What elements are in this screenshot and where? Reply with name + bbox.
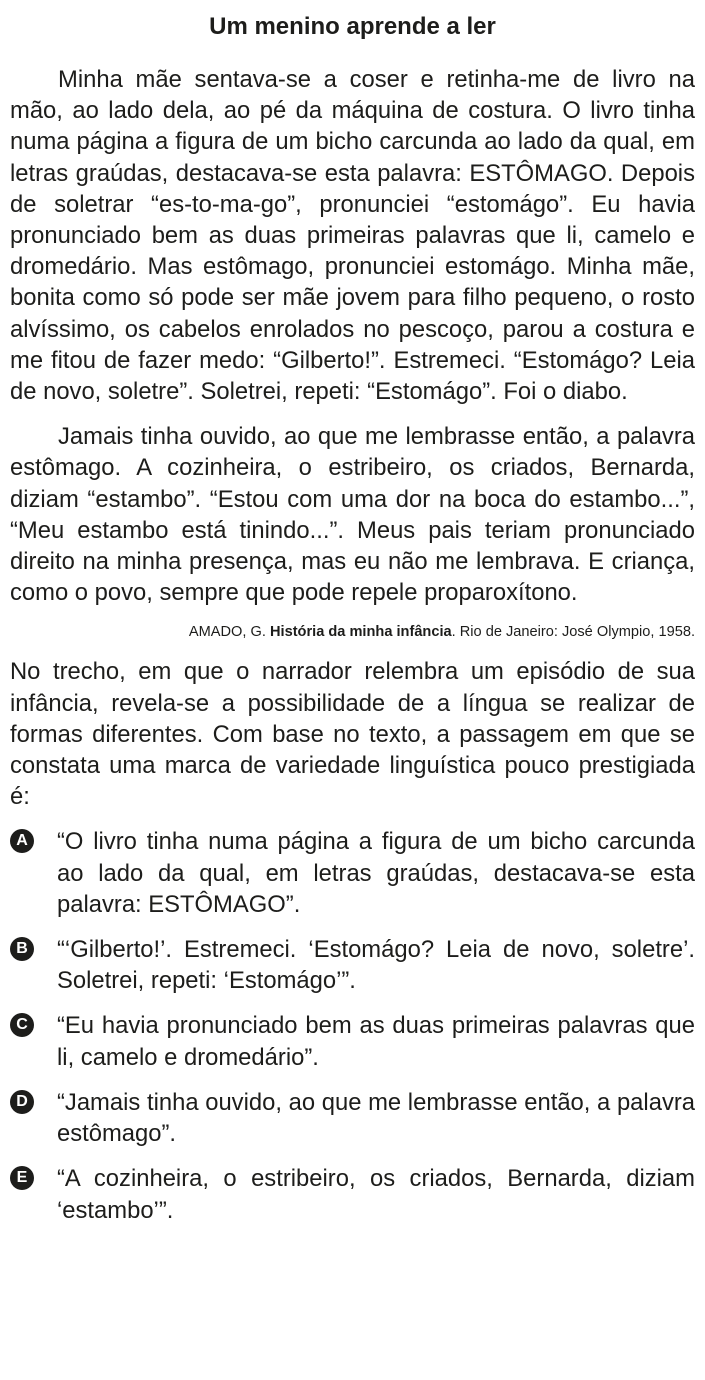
option-text-e: “A cozinheira, o estribeiro, os criados, Bernarda, diziam ‘estambo’”. (57, 1165, 695, 1224)
option-text-b: “‘Gilberto!’. Estremeci. ‘Estomágo? Leia de novo, soletre’. Soletrei, repeti: ‘Estomágo’”. (57, 936, 695, 995)
passage (10, 64, 695, 608)
passage-paragraph-2: Jamais tinha ouvido, ao que me lembrasse então, a palavra estômago. A cozinheira, o estribeiro, os criados, Bernarda, diziam “estambo”. “Estou com uma dor na boca do estambo...”, “Meu estambo está tinindo...”. Meus pais teriam pronunciado direito na minha presença, mas eu não me lembrava. E criança, como o povo, sempre que pode repele proparoxítono. (10, 423, 695, 607)
option-text-d: “Jamais tinha ouvido, ao que me lembrasse então, a palavra estômago”. (57, 1088, 695, 1148)
option-letter-c: C (10, 1013, 34, 1037)
source-book-title: História da minha infância (269, 624, 452, 641)
answer-options (10, 826, 695, 1225)
option-text-a: “O livro tinha numa página a figura de um bicho carcunda ao lado da qual, em letras graúdas, destacava-se esta palavra: ESTÔMAGO”. (57, 828, 695, 918)
source-citation (10, 622, 695, 642)
option-b[interactable] (10, 934, 695, 996)
option-d[interactable] (10, 1087, 695, 1149)
option-letter-a: A (10, 829, 34, 853)
source-publication: . Rio de Janeiro: José Olympio, 1958. (451, 624, 695, 641)
option-c[interactable] (10, 1010, 695, 1072)
passage-paragraph-1: Minha mãe sentava-se a coser e retinha-me de livro na mão, ao lado dela, ao pé da máquina de costura. O livro tinha numa página a figura de um bicho carcunda ao lado da qual, em letras graúdas, destacava-se esta palavra: ESTÔMAGO. Depois de soletrar “es-to-ma-go”, pronunciei “estomágo”. Eu havia pronunciado bem as duas primeiras palavras que li, camelo e dromedário. Mas estômago, pronunciei estomágo. Minha mãe, bonita como só pode ser mãe jovem para filho pequeno, o rosto alvíssimo, os cabelos enrolados no pescoço, parou a costura e me fitou de fazer medo: “Gilberto!”. Estremeci. “Estomágo? Leia de novo, soletre”. Soletrei, repeti: “Estomágo”. Foi o diabo. (10, 66, 695, 406)
text-title: Um menino aprende a ler (209, 13, 496, 40)
option-a[interactable] (10, 826, 695, 920)
option-e[interactable] (10, 1163, 695, 1225)
question-stem: No trecho, em que o narrador relembra um episódio de sua infância, revela-se a possibilidade de a língua se realizar de formas diferentes. Com base no texto, a passagem em que se constata uma marca de variedade linguística pouco prestigiada é: (10, 658, 695, 811)
option-letter-b: B (10, 937, 34, 961)
source-author: AMADO, G. (188, 624, 270, 641)
option-text-c: “Eu havia pronunciado bem as duas primeiras palavras que li, camelo e dromedário”. (57, 1012, 695, 1071)
option-letter-e: E (10, 1166, 34, 1190)
option-letter-d: D (10, 1090, 34, 1114)
